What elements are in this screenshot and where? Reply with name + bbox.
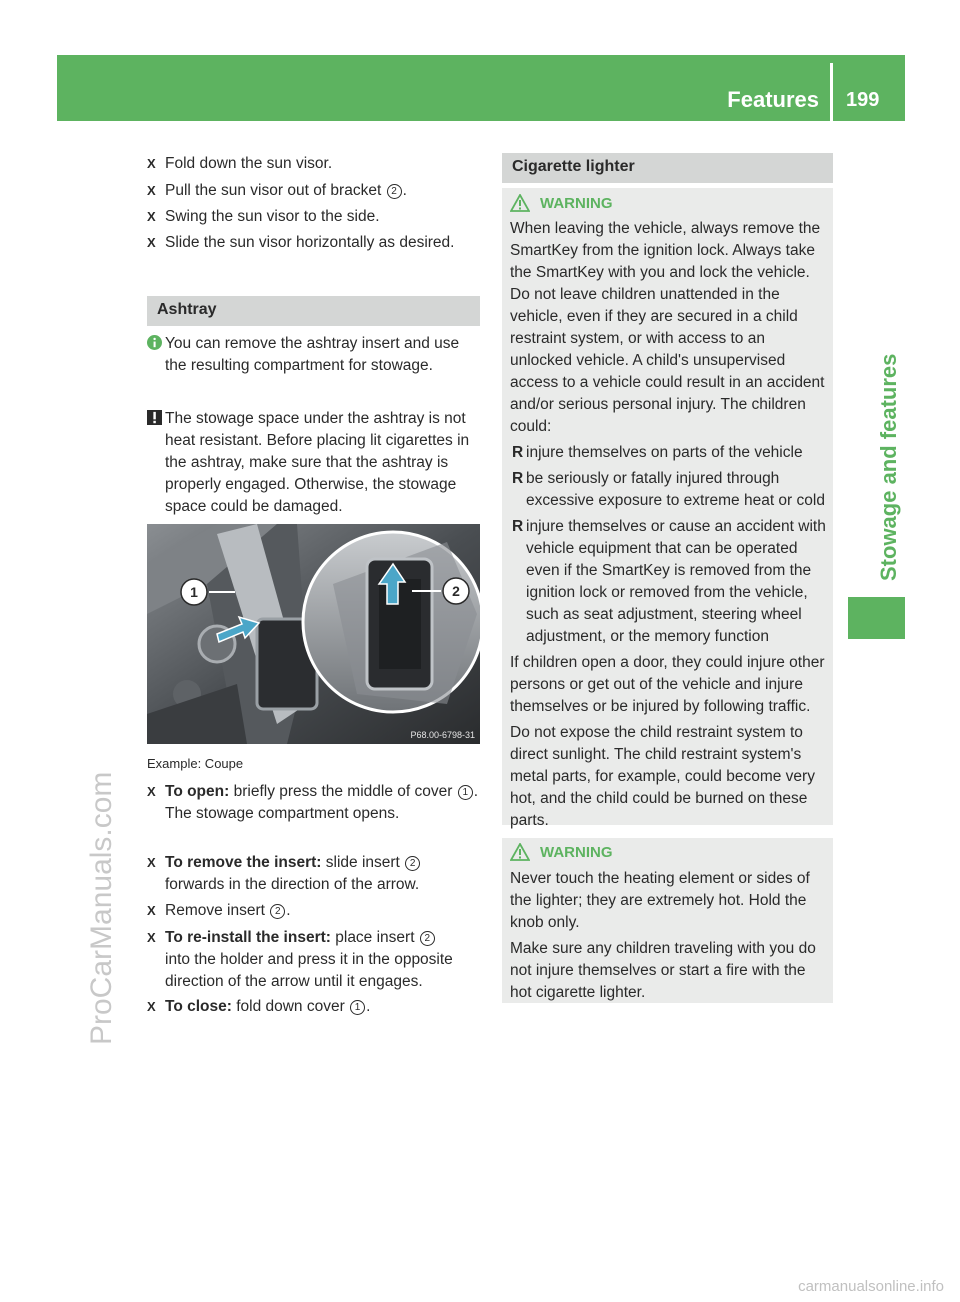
watermark: ProCarManuals.com [85,771,118,1045]
chapter-tab [848,121,905,599]
warning-1-bullet: R injure themselves or cause an accident with vehicle equipment that can be operated even if the SmartKey is removed from the ignition lock or removed from the vehicle, such as seat adjustment, steering wheel adjustment, or the memory function [512,518,826,645]
warning-1-intro: When leaving the vehicle, always remove the SmartKey from the ignition lock. Always take the SmartKey with you and lock the vehicle. Do not leave children unattended in the vehicle, even if they are secured in a child restraint system, or with access to an unlocked vehicle. A child's unsupervised access to a vehicle could result in an accident and/or serious personal injury. The children could: [510,220,825,435]
warning-icon [510,843,530,861]
warning-1-para2: If children open a door, they could injure other persons or get out of the vehicle and injure themselves or be injured by following traffic. [510,654,825,715]
warning-2-para2: Make sure any children traveling with you do not injure themselves or start a fire with the hot cigarette lighter. [510,940,816,1001]
info-note: You can remove the ashtray insert and use the resulting compartment for stowage. [147,333,483,377]
thumb-index-marker [848,597,905,639]
warning-1-para3: Do not expose the child restraint system to direct sunlight. The child restraint system's metal parts, for example, could become very hot, and the child could be burned on these parts. [510,724,815,829]
info-icon [147,335,162,350]
image-caption: Example: Coupe [147,756,244,771]
callout-2: 2 [452,583,460,599]
warning-box-1: WARNING When leaving the vehicle, always remove the SmartKey from the ignition lock. Always take the SmartKey with you and lock the vehicle. Do not leave children unattended in the vehicle, even if they are secured in a child restraint system, or with access to an unlocked vehicle. A child's unsupervised access to a vehicle could result in an accident and/or serious personal injury. The children could: R injure themselves on parts of the vehicle R be seriously or fatally injured through excessive exposure to extreme heat or cold R injure themselves or cause an accident with vehicle equipment that can be operated even if the SmartKey is removed from the ignition lock or removed from the vehicle, such as seat adjustment, steering wheel adjustment, or the memory function If children open a door, they could injure other persons or get out of the vehicle and injure themselves or be injured by following traffic. Do not expose the child restraint system to direct sunlight. The child restraint system's metal parts, for example, could become very hot, and the child could be burned on these parts. [502,188,833,825]
caution-icon [147,410,162,425]
ashtray-heading: Ashtray [147,296,480,326]
warning-icon [510,194,530,212]
ashtray-illustration [147,524,480,744]
page-number: 199 [846,89,880,111]
warning-1-bullet: R injure themselves on parts of the vehicle [512,444,803,461]
cigarette-lighter-heading: Cigarette lighter [502,153,833,183]
header-bar [57,55,905,121]
section-title: Features [727,87,819,112]
image-code: P68.00-6798-31 [410,730,475,740]
warning-1-bullet: R be seriously or fatally injured through excessive exposure to extreme heat or cold [512,470,825,509]
footer-url: carmanualsonline.info [798,1278,944,1295]
chapter-label: Stowage and features [876,353,901,581]
warning-box-2: WARNING Never touch the heating element or sides of the lighter; they are extremely hot. Hold the knob only. Make sure any children traveling with you do not injure themselves or start a fire with the hot cigarette lighter. [502,838,833,1003]
callout-1: 1 [190,584,198,600]
caution-note: The stowage space under the ashtray is not heat resistant. Before placing lit cigarettes in the ashtray, make sure that the ashtray is properly engaged. Otherwise, the stowage space could be damaged. [147,408,483,518]
header-divider [830,63,833,121]
warning-2-para1: Never touch the heating element or sides of the lighter; they are extremely hot. Hold the knob only. [510,870,810,931]
